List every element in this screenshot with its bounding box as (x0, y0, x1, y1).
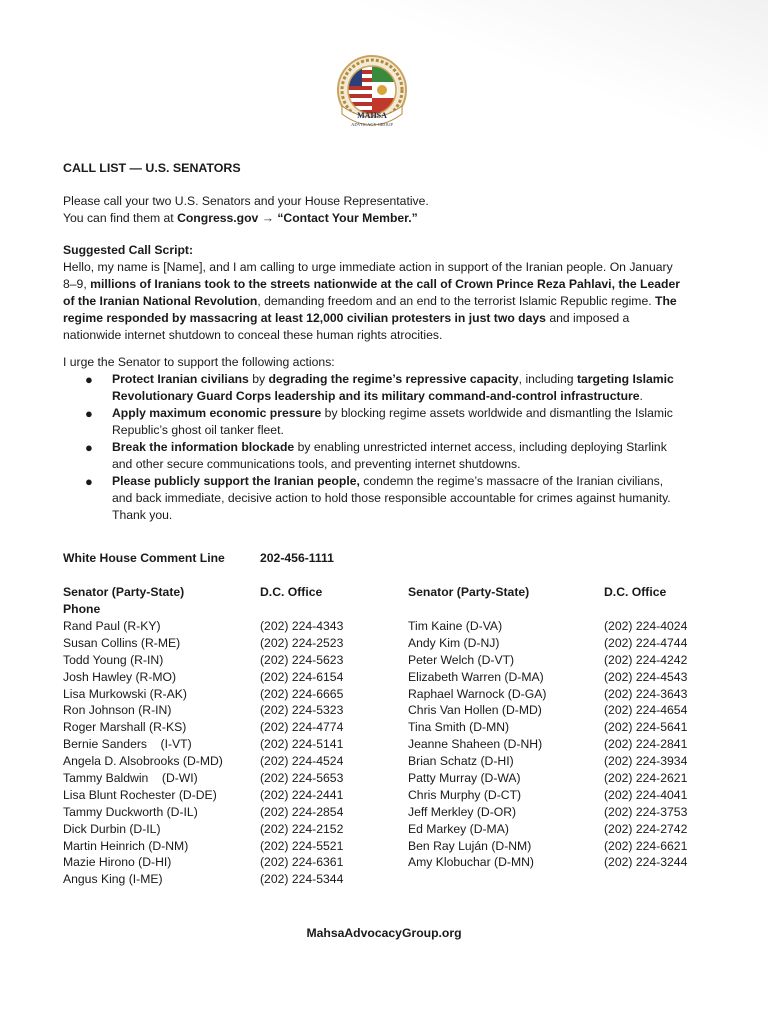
senator-name: Ben Ray Luján (D-NM) (408, 838, 532, 853)
senator-name: Jeanne Shaheen (D-NH) (408, 737, 543, 752)
action-item: ● Protect Iranian civilians by degrading the regime’s repressive capacity, including targeting Islamic Revolutionary Guard Corps leadership and its military command-and-control infrastructure. (85, 372, 674, 403)
bullet-icon: ● (85, 406, 93, 421)
senator-name: Susan Collins (R-ME) (63, 635, 181, 650)
senator-phone[interactable]: (202) 224-2621 (604, 771, 688, 786)
senator-name: Mazie Hirono (D-HI) (63, 855, 172, 870)
senator-phone[interactable]: (202) 224-2152 (260, 821, 344, 836)
senator-name: Martin Heinrich (D-NM) (63, 838, 189, 853)
senator-name: Angus King (I-ME) (63, 872, 163, 887)
table-row (63, 652, 383, 669)
senator-phone[interactable]: (202) 224-4024 (604, 619, 688, 633)
senator-name: Ron Johnson (R-IN) (63, 703, 172, 718)
senator-phone[interactable]: (202) 224-5521 (260, 838, 344, 853)
table-row (408, 669, 728, 686)
urge-intro: I urge the Senator to support the following actions: (63, 355, 335, 369)
table-row (63, 736, 383, 753)
svg-text:ADVOCACY GROUP: ADVOCACY GROUP (351, 122, 393, 127)
mahsa-advocacy-group-logo (336, 54, 408, 138)
senator-name: Tina Smith (D-MN) (408, 720, 510, 735)
senator-phone[interactable]: (202) 224-4744 (604, 635, 688, 650)
table-row (63, 804, 383, 821)
table-row (63, 618, 383, 635)
senator-name: Todd Young (R-IN) (63, 652, 164, 667)
senator-name: Amy Klobuchar (D-MN) (408, 855, 534, 870)
table-row (408, 719, 728, 736)
senator-phone[interactable]: (202) 224-4524 (260, 754, 344, 769)
table-row (408, 702, 728, 719)
senator-table-right (408, 584, 728, 871)
senator-phone[interactable]: (202) 224-4242 (604, 652, 688, 667)
action-list (63, 371, 683, 524)
table-row (408, 838, 728, 855)
senator-phone[interactable]: (202) 224-5641 (604, 720, 688, 735)
table-row (63, 871, 383, 888)
script-heading: Suggested Call Script: (63, 243, 194, 257)
congress-gov-link[interactable]: Congress.gov (177, 211, 259, 225)
table-row (63, 854, 383, 871)
senator-name: Josh Hawley (R-MO) (63, 669, 177, 684)
table-row (63, 838, 383, 855)
table-row (63, 635, 383, 652)
bullet-icon: ● (85, 474, 93, 489)
table-row (63, 753, 383, 770)
senator-phone[interactable]: (202) 224-2523 (260, 635, 344, 650)
senator-phone[interactable]: (202) 224-4654 (604, 703, 688, 718)
table-row (63, 719, 383, 736)
senator-phone[interactable]: (202) 224-2841 (604, 737, 688, 752)
senator-phone[interactable]: (202) 224-2441 (260, 787, 344, 802)
senator-name: Roger Marshall (R-KS) (63, 720, 187, 735)
action-item: ● Apply maximum economic pressure by blocking regime assets worldwide and dismantling the Islamic Republic’s ghost oil tanker fleet. (85, 406, 673, 437)
table-row (408, 854, 728, 871)
table-header: Senator (Party-State) D.C. Office (408, 585, 667, 599)
senator-phone[interactable]: (202) 224-4041 (604, 787, 688, 802)
senator-name: Tim Kaine (D-VA) (408, 619, 503, 633)
intro-line-2: You can find them at Congress.gov → “Contact Your Member.” (63, 211, 418, 225)
senator-name: Tammy Duckworth (D-IL) (63, 804, 198, 819)
senator-name: Raphael Warnock (D-GA) (408, 686, 547, 701)
seal-icon (336, 54, 408, 138)
senator-phone[interactable]: (202) 224-5323 (260, 703, 344, 718)
senator-name: Elizabeth Warren (D-MA) (408, 669, 544, 684)
senator-phone[interactable]: (202) 224-3643 (604, 686, 688, 701)
footer-website-link[interactable]: MahsaAdvocacyGroup.org (306, 926, 462, 940)
senator-phone[interactable]: (202) 224-6154 (260, 669, 344, 684)
intro-line-1: Please call your two U.S. Senators and your House Representative. (63, 194, 429, 208)
bullet-icon: ● (85, 440, 93, 455)
senator-name: Lisa Blunt Rochester (D-DE) (63, 787, 217, 802)
senator-name: Dick Durbin (D-IL) (63, 821, 161, 836)
senator-phone[interactable]: (202) 224-4774 (260, 720, 344, 735)
white-house-phone[interactable]: 202-456-1111 (260, 551, 334, 565)
table-row (408, 686, 728, 703)
table-row (63, 702, 383, 719)
senator-phone[interactable]: (202) 224-6361 (260, 855, 344, 870)
table-row (63, 821, 383, 838)
bullet-icon: ● (85, 372, 93, 387)
table-row (63, 669, 383, 686)
white-house-comment-line: White House Comment Line 202-456-1111 (63, 551, 334, 565)
senator-name: Peter Welch (D-VT) (408, 652, 515, 667)
intro-text (63, 193, 429, 227)
table-row (63, 686, 383, 703)
senator-phone[interactable]: (202) 224-4543 (604, 669, 688, 684)
senator-phone[interactable]: (202) 224-5623 (260, 652, 344, 667)
senator-phone[interactable]: (202) 224-3244 (604, 855, 688, 870)
senator-name: Ed Markey (D-MA) (408, 821, 509, 836)
table-row (408, 804, 728, 821)
senator-phone[interactable]: (202) 224-3934 (604, 754, 688, 769)
svg-text:MAHSA: MAHSA (357, 111, 387, 120)
table-row (63, 787, 383, 804)
senator-name: Lisa Murkowski (R-AK) (63, 686, 187, 701)
table-row (408, 652, 728, 669)
table-row (408, 753, 728, 770)
table-row (408, 635, 728, 652)
senator-name: Andy Kim (D-NJ) (408, 635, 500, 650)
senator-name: Bernie Sanders (I-VT) (63, 737, 192, 752)
senator-phone[interactable]: (202) 224-6621 (604, 838, 688, 853)
senator-phone[interactable]: (202) 224-5141 (260, 737, 344, 752)
table-header: Senator (Party-State) D.C. Office Phone (63, 585, 323, 616)
page-title: CALL LIST — U.S. SENATORS (63, 161, 241, 175)
senator-phone[interactable]: (202) 224-4343 (260, 619, 344, 633)
table-row (408, 787, 728, 804)
senator-name: Patty Murray (D-WA) (408, 771, 521, 786)
senator-name: Tammy Baldwin (D-WI) (63, 771, 198, 786)
table-row (408, 736, 728, 753)
senator-phone[interactable]: (202) 224-6665 (260, 686, 344, 701)
senator-phone[interactable]: (202) 224-5344 (260, 872, 344, 887)
senator-table-left (63, 584, 383, 888)
action-item: ● Break the information blockade by enabling unrestricted internet access, including deploying Starlink and other secure communications tools, and preventing internet shutdowns. (85, 440, 667, 471)
senator-name: Angela D. Alsobrooks (D-MD) (63, 754, 223, 769)
table-row (408, 821, 728, 838)
senator-name: Jeff Merkley (D-OR) (408, 804, 517, 819)
table-row (408, 618, 728, 635)
table-row (408, 770, 728, 787)
senator-phone[interactable]: (202) 224-5653 (260, 771, 344, 786)
senator-name: Rand Paul (R-KY) (63, 619, 161, 633)
call-script-paragraph: Hello, my name is [Name], and I am calling to urge immediate action in support of the Iranian people. On January 8–9, millions of Iranians took to the streets nationwide at the call of Crown Prince Reza Pahlavi, the Leader of the Iranian National Revolution, demanding freedom and an end to the terrorist Islamic Republic regime. The regime responded by massacring at least 12,000 civilian protesters in just two days and imposed a nationwide internet shutdown to conceal these human rights atrocities. (63, 260, 680, 342)
senator-name: Brian Schatz (D-HI) (408, 754, 514, 769)
senator-phone[interactable]: (202) 224-2854 (260, 804, 344, 819)
senator-name: Chris Murphy (D-CT) (408, 787, 522, 802)
senator-phone[interactable]: (202) 224-3753 (604, 804, 688, 819)
action-item: ● Please publicly support the Iranian people, condemn the regime’s massacre of the Iranian civilians, and back immediate, decisive action to hold those responsible accountable for crimes against humanity. Thank you. (85, 474, 671, 522)
senator-phone[interactable]: (202) 224-2742 (604, 821, 688, 836)
senator-name: Chris Van Hollen (D-MD) (408, 703, 542, 718)
table-row (63, 770, 383, 787)
